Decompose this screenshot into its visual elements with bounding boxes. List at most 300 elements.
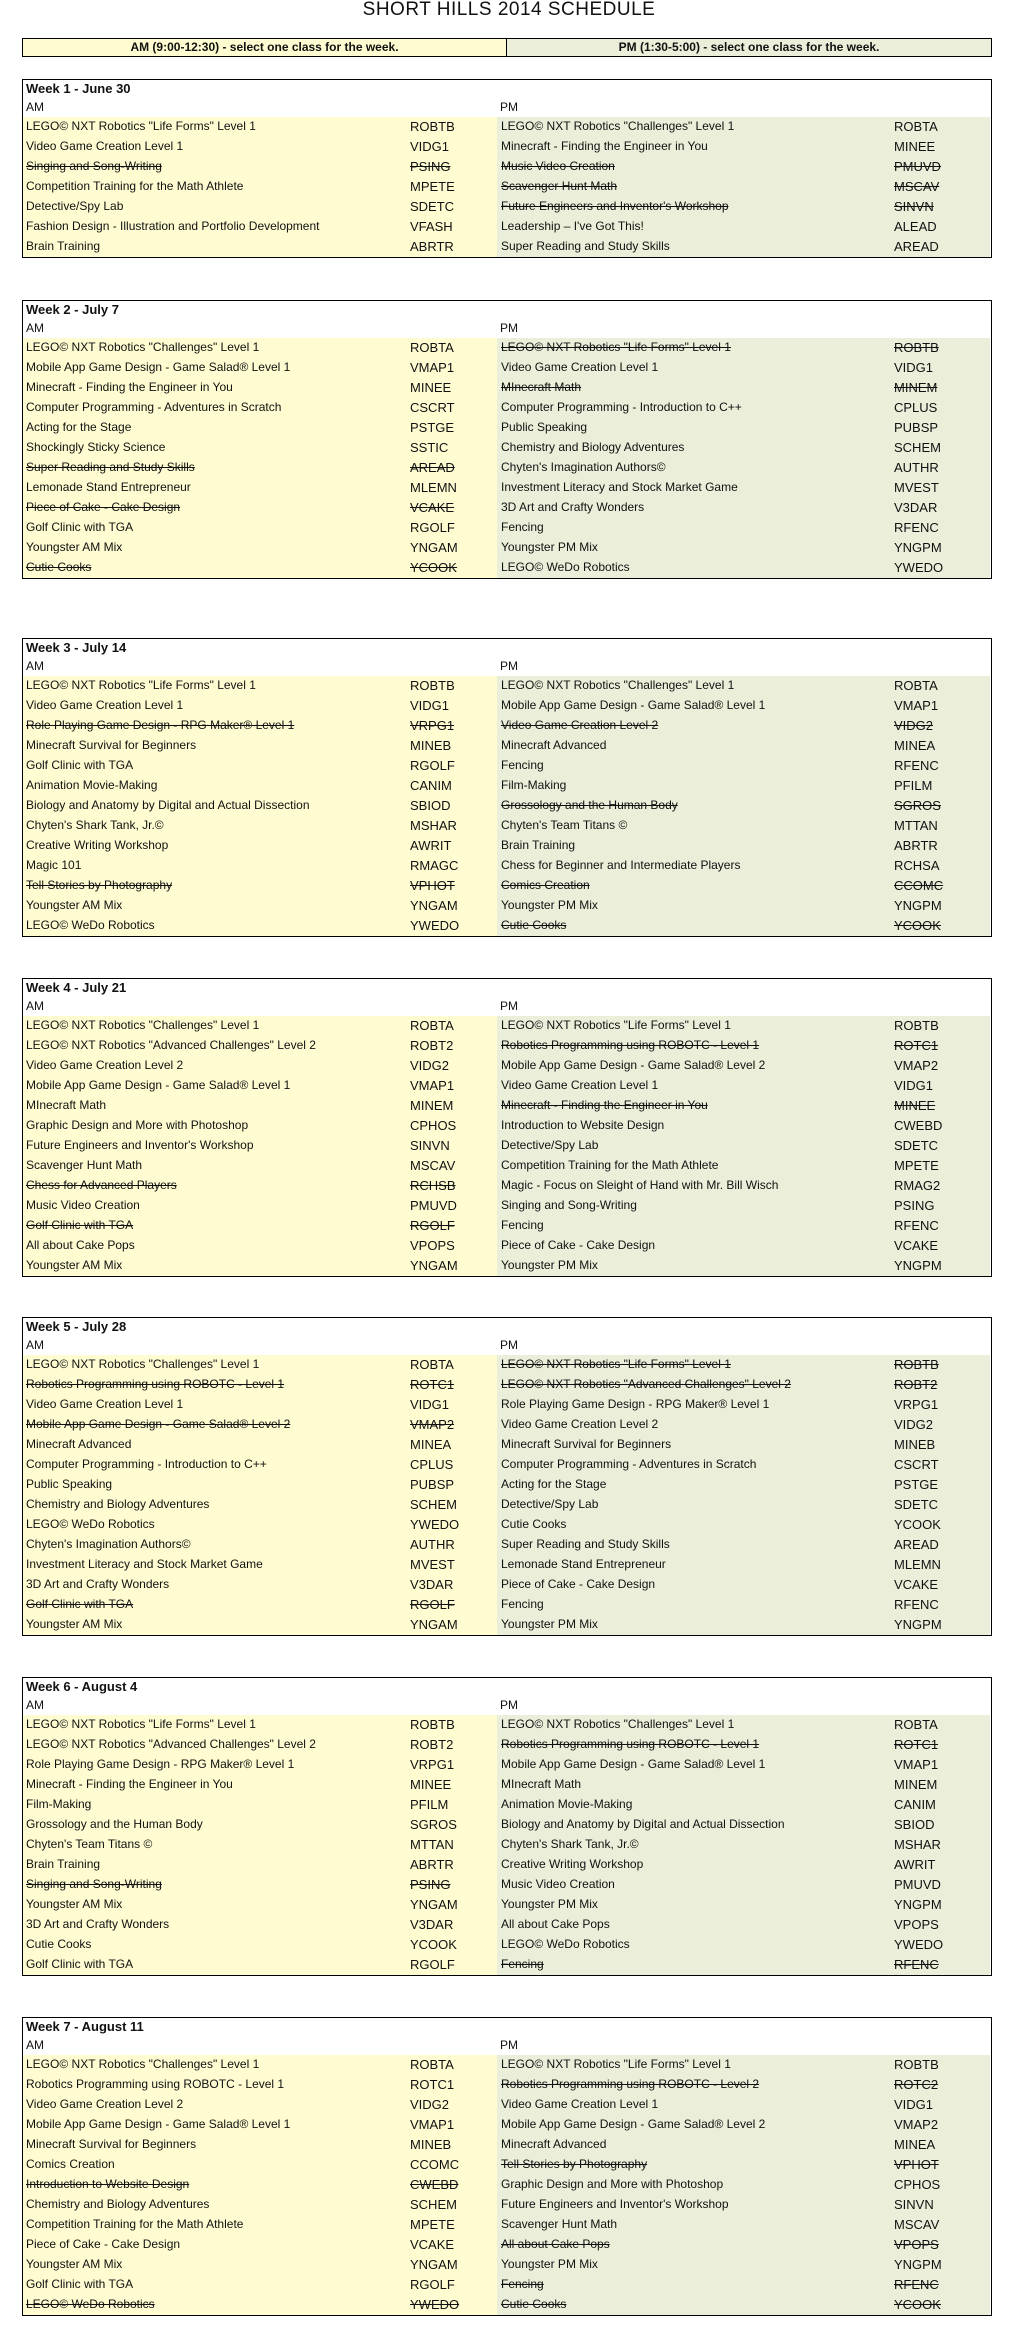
- pm-class-name: Chemistry and Biology Adventures: [497, 438, 882, 458]
- pm-class-code: ROBTB: [882, 338, 990, 358]
- am-class-name: Golf Clinic with TGA: [23, 756, 404, 776]
- week-title: Week 5 - July 28: [26, 1319, 127, 1334]
- class-row: [23, 1835, 991, 1855]
- pm-class-code: ABRTR: [882, 836, 990, 856]
- am-class-code: AUTHR: [404, 1535, 497, 1555]
- class-row: [23, 137, 991, 157]
- pm-class-name: Piece of Cake - Cake Design: [497, 1236, 882, 1256]
- pm-class-code: SDETC: [882, 1495, 990, 1515]
- class-row: [23, 1795, 991, 1815]
- am-class-code: V3DAR: [404, 1915, 497, 1935]
- pm-class-code: SINVN: [882, 2195, 990, 2215]
- class-row: [23, 816, 991, 836]
- am-class-code: VCAKE: [404, 498, 497, 518]
- am-class-code: MINEB: [404, 736, 497, 756]
- am-class-code: VMAP1: [404, 358, 497, 378]
- am-class-code: VMAP1: [404, 1076, 497, 1096]
- pm-class-code: VPOPS: [882, 2235, 990, 2255]
- am-label: AM: [26, 2038, 44, 2052]
- pm-class-code: YNGPM: [882, 896, 990, 916]
- pm-class-code: ROBTB: [882, 1016, 990, 1036]
- pm-class-code: ROTC2: [882, 2075, 990, 2095]
- class-row: [23, 1815, 991, 1835]
- am-class-code: ABRTR: [404, 237, 497, 257]
- am-class-name: Minecraft - Finding the Engineer in You: [23, 1775, 404, 1795]
- pm-class-code: PMUVD: [882, 1875, 990, 1895]
- pm-class-name: Chyten's Imagination Authors©: [497, 458, 882, 478]
- am-class-code: PUBSP: [404, 1475, 497, 1495]
- am-class-code: RCHSB: [404, 1176, 497, 1196]
- am-class-code: YWEDO: [404, 2295, 497, 2315]
- pm-class-name: LEGO© NXT Robotics "Advanced Challenges" Level 2: [497, 1375, 882, 1395]
- pm-label: PM: [500, 1338, 518, 1352]
- pm-class-name: Fencing: [497, 756, 882, 776]
- pm-class-code: ROBTB: [882, 1355, 990, 1375]
- am-class-code: VCAKE: [404, 2235, 497, 2255]
- pm-class-code: YCOOK: [882, 1515, 990, 1535]
- am-class-code: CANIM: [404, 776, 497, 796]
- am-class-code: VIDG1: [404, 696, 497, 716]
- am-class-name: Cutie Cooks: [23, 558, 404, 578]
- pm-class-name: Fencing: [497, 2275, 882, 2295]
- week-block-5: [22, 1317, 992, 1636]
- pm-session-header: PM (1:30-5:00) - select one class for the week.: [507, 39, 991, 56]
- pm-class-code: MINEM: [882, 1775, 990, 1795]
- am-class-code: CSCRT: [404, 398, 497, 418]
- class-row: [23, 1895, 991, 1915]
- pm-class-code: VIDG1: [882, 358, 990, 378]
- pm-class-code: MLEMN: [882, 1555, 990, 1575]
- class-row: [23, 1116, 991, 1136]
- am-class-code: MINEA: [404, 1435, 497, 1455]
- am-class-name: Minecraft Advanced: [23, 1435, 404, 1455]
- am-class-code: MTTAN: [404, 1835, 497, 1855]
- pm-class-code: ROBTA: [882, 676, 990, 696]
- class-row: [23, 676, 991, 696]
- am-class-name: Super Reading and Study Skills: [23, 458, 404, 478]
- am-class-code: YNGAM: [404, 538, 497, 558]
- am-class-name: Grossology and the Human Body: [23, 1815, 404, 1835]
- am-class-code: SCHEM: [404, 1495, 497, 1515]
- am-label: AM: [26, 100, 44, 114]
- pm-class-name: Cutie Cooks: [497, 1515, 882, 1535]
- pm-class-name: Introduction to Website Design: [497, 1116, 882, 1136]
- am-class-code: YNGAM: [404, 1615, 497, 1635]
- am-class-name: Role Playing Game Design - RPG Maker® Level 1: [23, 1755, 404, 1775]
- pm-class-name: Fencing: [497, 518, 882, 538]
- am-class-code: CPHOS: [404, 1116, 497, 1136]
- spacer: [404, 320, 497, 338]
- am-class-code: VMAP2: [404, 1415, 497, 1435]
- am-class-code: YNGAM: [404, 896, 497, 916]
- pm-class-code: MSCAV: [882, 177, 990, 197]
- pm-class-code: CPLUS: [882, 398, 990, 418]
- am-class-code: ABRTR: [404, 1855, 497, 1875]
- am-class-name: Chemistry and Biology Adventures: [23, 2195, 404, 2215]
- week-title: Week 4 - July 21: [26, 980, 127, 995]
- am-class-name: Golf Clinic with TGA: [23, 1216, 404, 1236]
- class-row: [23, 1136, 991, 1156]
- pm-class-code: ROBT2: [882, 1375, 990, 1395]
- pm-class-name: Youngster PM Mix: [497, 538, 882, 558]
- am-class-name: Film-Making: [23, 1795, 404, 1815]
- am-class-code: PMUVD: [404, 1196, 497, 1216]
- am-class-code: VIDG2: [404, 2095, 497, 2115]
- am-class-name: Investment Literacy and Stock Market Game: [23, 1555, 404, 1575]
- am-class-code: YWEDO: [404, 916, 497, 936]
- am-class-code: MINEM: [404, 1096, 497, 1116]
- pm-class-code: ROBTA: [882, 117, 990, 137]
- pm-class-name: 3D Art and Crafty Wonders: [497, 498, 882, 518]
- spacer: [404, 1337, 497, 1355]
- spacer: [404, 1697, 497, 1715]
- pm-class-name: Chyten's Shark Tank, Jr.©: [497, 1835, 882, 1855]
- class-row: [23, 2195, 991, 2215]
- pm-class-name: Future Engineers and Inventor's Workshop: [497, 197, 882, 217]
- pm-class-code: MVEST: [882, 478, 990, 498]
- pm-class-name: Animation Movie-Making: [497, 1795, 882, 1815]
- pm-class-code: PMUVD: [882, 157, 990, 177]
- pm-class-code: ROBTA: [882, 1715, 990, 1735]
- class-row: [23, 478, 991, 498]
- class-row: [23, 1715, 991, 1735]
- class-row: [23, 1375, 991, 1395]
- am-label: AM: [26, 321, 44, 335]
- am-class-code: ROBTA: [404, 2055, 497, 2075]
- am-class-name: 3D Art and Crafty Wonders: [23, 1575, 404, 1595]
- pm-class-name: Mobile App Game Design - Game Salad® Level 1: [497, 696, 882, 716]
- class-row: [23, 1196, 991, 1216]
- am-class-code: ROBT2: [404, 1735, 497, 1755]
- am-class-name: Music Video Creation: [23, 1196, 404, 1216]
- pm-class-name: Youngster PM Mix: [497, 1895, 882, 1915]
- am-class-code: PFILM: [404, 1795, 497, 1815]
- session-labels: [23, 1697, 991, 1715]
- pm-class-code: CSCRT: [882, 1455, 990, 1475]
- class-row: [23, 756, 991, 776]
- am-class-code: MLEMN: [404, 478, 497, 498]
- pm-class-name: Computer Programming - Introduction to C++: [497, 398, 882, 418]
- pm-class-code: PUBSP: [882, 418, 990, 438]
- pm-class-code: MINEE: [882, 1096, 990, 1116]
- pm-class-name: Mobile App Game Design - Game Salad® Level 1: [497, 1755, 882, 1775]
- am-class-code: SCHEM: [404, 2195, 497, 2215]
- class-row: [23, 1036, 991, 1056]
- am-class-name: Youngster AM Mix: [23, 896, 404, 916]
- am-class-code: MSHAR: [404, 816, 497, 836]
- week-block-1: [22, 79, 992, 258]
- class-row: [23, 1076, 991, 1096]
- am-class-name: Minecraft Survival for Beginners: [23, 736, 404, 756]
- am-class-code: RGOLF: [404, 1595, 497, 1615]
- pm-class-code: VPHOT: [882, 2155, 990, 2175]
- pm-class-name: Investment Literacy and Stock Market Game: [497, 478, 882, 498]
- pm-class-name: Robotics Programming using ROBOTC - Level 1: [497, 1735, 882, 1755]
- week-title: Week 1 - June 30: [26, 81, 131, 96]
- pm-class-name: LEGO© NXT Robotics "Life Forms" Level 1: [497, 338, 882, 358]
- pm-class-name: Scavenger Hunt Math: [497, 177, 882, 197]
- am-class-name: Mobile App Game Design - Game Salad® Level 1: [23, 2115, 404, 2135]
- pm-class-code: YCOOK: [882, 916, 990, 936]
- class-row: [23, 2175, 991, 2195]
- pm-class-name: Film-Making: [497, 776, 882, 796]
- am-class-name: Shockingly Sticky Science: [23, 438, 404, 458]
- am-class-code: SDETC: [404, 197, 497, 217]
- pm-label: PM: [500, 321, 518, 335]
- class-row: [23, 1575, 991, 1595]
- am-class-code: MVEST: [404, 1555, 497, 1575]
- class-row: [23, 1016, 991, 1036]
- pm-class-code: PSTGE: [882, 1475, 990, 1495]
- week-block-6: [22, 1677, 992, 1976]
- pm-class-code: VCAKE: [882, 1236, 990, 1256]
- pm-class-name: LEGO© NXT Robotics "Challenges" Level 1: [497, 676, 882, 696]
- am-class-code: ROBTB: [404, 676, 497, 696]
- am-class-code: ROBTB: [404, 117, 497, 137]
- pm-class-code: YNGPM: [882, 2255, 990, 2275]
- am-class-name: Minecraft Survival for Beginners: [23, 2135, 404, 2155]
- pm-class-code: RFENC: [882, 2275, 990, 2295]
- pm-class-name: Lemonade Stand Entrepreneur: [497, 1555, 882, 1575]
- pm-class-name: MInecraft Math: [497, 1775, 882, 1795]
- session-labels: [23, 658, 991, 676]
- am-class-code: YCOOK: [404, 558, 497, 578]
- pm-class-code: RFENC: [882, 1955, 990, 1975]
- week-title: Week 3 - July 14: [26, 640, 127, 655]
- pm-class-code: VIDG2: [882, 716, 990, 736]
- class-row: [23, 237, 991, 257]
- class-row: [23, 896, 991, 916]
- class-row: [23, 358, 991, 378]
- am-class-code: ROBTA: [404, 338, 497, 358]
- pm-class-code: MSCAV: [882, 2215, 990, 2235]
- am-class-name: LEGO© NXT Robotics "Life Forms" Level 1: [23, 676, 404, 696]
- pm-class-name: Minecraft - Finding the Engineer in You: [497, 1096, 882, 1116]
- am-class-code: VRPG1: [404, 1755, 497, 1775]
- class-row: [23, 696, 991, 716]
- class-row: [23, 398, 991, 418]
- am-class-name: Computer Programming - Introduction to C++: [23, 1455, 404, 1475]
- class-row: [23, 378, 991, 398]
- pm-class-code: YNGPM: [882, 1615, 990, 1635]
- pm-class-code: VIDG1: [882, 2095, 990, 2115]
- pm-class-name: Cutie Cooks: [497, 916, 882, 936]
- class-row: [23, 117, 991, 137]
- pm-class-code: CWEBD: [882, 1116, 990, 1136]
- am-class-code: VPOPS: [404, 1236, 497, 1256]
- class-row: [23, 1755, 991, 1775]
- pm-class-code: SINVN: [882, 197, 990, 217]
- am-class-code: MPETE: [404, 177, 497, 197]
- pm-class-code: AREAD: [882, 237, 990, 257]
- class-row: [23, 2055, 991, 2075]
- pm-class-code: SCHEM: [882, 438, 990, 458]
- am-class-name: Graphic Design and More with Photoshop: [23, 1116, 404, 1136]
- pm-class-code: CPHOS: [882, 2175, 990, 2195]
- session-labels: [23, 320, 991, 338]
- pm-class-name: Super Reading and Study Skills: [497, 1535, 882, 1555]
- pm-class-code: MINEE: [882, 137, 990, 157]
- session-labels: [23, 998, 991, 1016]
- class-row: [23, 2115, 991, 2135]
- am-class-code: SGROS: [404, 1815, 497, 1835]
- class-row: [23, 1236, 991, 1256]
- session-header: [22, 38, 992, 57]
- pm-class-code: RMAG2: [882, 1176, 990, 1196]
- pm-class-code: ROTC1: [882, 1036, 990, 1056]
- pm-class-name: Detective/Spy Lab: [497, 1136, 882, 1156]
- pm-class-code: MINEA: [882, 736, 990, 756]
- am-class-name: Robotics Programming using ROBOTC - Level 1: [23, 2075, 404, 2095]
- am-class-name: Competition Training for the Math Athlete: [23, 2215, 404, 2235]
- class-row: [23, 1515, 991, 1535]
- pm-class-name: Minecraft Survival for Beginners: [497, 1435, 882, 1455]
- pm-class-name: Comics Creation: [497, 876, 882, 896]
- pm-class-code: RFENC: [882, 1216, 990, 1236]
- pm-class-code: PFILM: [882, 776, 990, 796]
- am-class-name: Computer Programming - Adventures in Scratch: [23, 398, 404, 418]
- pm-class-code: RFENC: [882, 756, 990, 776]
- pm-class-code: YNGPM: [882, 538, 990, 558]
- pm-class-name: Robotics Programming using ROBOTC - Level 1: [497, 1036, 882, 1056]
- class-row: [23, 2255, 991, 2275]
- am-class-code: ROBTA: [404, 1355, 497, 1375]
- class-row: [23, 2295, 991, 2315]
- pm-class-name: LEGO© NXT Robotics "Challenges" Level 1: [497, 1715, 882, 1735]
- class-row: [23, 1535, 991, 1555]
- week-title: Week 6 - August 4: [26, 1679, 138, 1694]
- am-class-code: RGOLF: [404, 2275, 497, 2295]
- am-class-code: RGOLF: [404, 1216, 497, 1236]
- pm-class-name: Public Speaking: [497, 418, 882, 438]
- week-title: Week 2 - July 7: [26, 302, 119, 317]
- class-row: [23, 2215, 991, 2235]
- pm-class-code: ROBTB: [882, 2055, 990, 2075]
- week-block-7: [22, 2017, 992, 2316]
- week-title: Week 7 - August 11: [26, 2019, 144, 2034]
- am-class-code: ROTC1: [404, 1375, 497, 1395]
- class-row: [23, 716, 991, 736]
- am-class-name: Video Game Creation Level 1: [23, 137, 404, 157]
- am-class-name: LEGO© WeDo Robotics: [23, 2295, 404, 2315]
- pm-class-name: Competition Training for the Math Athlete: [497, 1156, 882, 1176]
- class-row: [23, 2275, 991, 2295]
- class-row: [23, 836, 991, 856]
- am-class-name: Public Speaking: [23, 1475, 404, 1495]
- pm-class-code: VMAP1: [882, 696, 990, 716]
- pm-class-code: VIDG2: [882, 1415, 990, 1435]
- pm-class-code: MPETE: [882, 1156, 990, 1176]
- class-row: [23, 1955, 991, 1975]
- pm-class-code: VMAP2: [882, 2115, 990, 2135]
- am-class-code: CPLUS: [404, 1455, 497, 1475]
- am-label: AM: [26, 999, 44, 1013]
- am-class-name: Scavenger Hunt Math: [23, 1156, 404, 1176]
- pm-class-code: VPOPS: [882, 1915, 990, 1935]
- pm-class-name: LEGO© NXT Robotics "Life Forms" Level 1: [497, 1355, 882, 1375]
- am-class-name: MInecraft Math: [23, 1096, 404, 1116]
- class-row: [23, 1555, 991, 1575]
- session-labels: [23, 1337, 991, 1355]
- class-row: [23, 1156, 991, 1176]
- spacer: [404, 2037, 497, 2055]
- pm-class-name: Tell Stories by Photography: [497, 2155, 882, 2175]
- pm-class-name: Fencing: [497, 1595, 882, 1615]
- class-row: [23, 736, 991, 756]
- am-class-name: Video Game Creation Level 1: [23, 1395, 404, 1415]
- pm-class-name: Magic - Focus on Sleight of Hand with Mr. Bill Wisch: [497, 1176, 882, 1196]
- am-class-name: Singing and Song-Writing: [23, 1875, 404, 1895]
- pm-class-name: Fencing: [497, 1955, 882, 1975]
- pm-class-code: MINEB: [882, 1435, 990, 1455]
- pm-class-name: Graphic Design and More with Photoshop: [497, 2175, 882, 2195]
- pm-class-name: Video Game Creation Level 1: [497, 358, 882, 378]
- spacer: [404, 99, 497, 117]
- pm-class-name: Acting for the Stage: [497, 1475, 882, 1495]
- class-row: [23, 498, 991, 518]
- am-class-name: Piece of Cake - Cake Design: [23, 2235, 404, 2255]
- pm-label: PM: [500, 999, 518, 1013]
- am-class-code: ROTC1: [404, 2075, 497, 2095]
- class-row: [23, 1875, 991, 1895]
- am-class-name: Future Engineers and Inventor's Workshop: [23, 1136, 404, 1156]
- pm-class-code: VMAP2: [882, 1056, 990, 1076]
- class-row: [23, 1915, 991, 1935]
- pm-class-code: V3DAR: [882, 498, 990, 518]
- pm-class-code: YNGPM: [882, 1256, 990, 1276]
- pm-class-name: Computer Programming - Adventures in Scratch: [497, 1455, 882, 1475]
- pm-class-code: MINEA: [882, 2135, 990, 2155]
- am-class-name: Tell Stories by Photography: [23, 876, 404, 896]
- pm-class-name: Youngster PM Mix: [497, 896, 882, 916]
- pm-class-code: ALEAD: [882, 217, 990, 237]
- class-row: [23, 1216, 991, 1236]
- am-class-code: MINEE: [404, 378, 497, 398]
- pm-label: PM: [500, 659, 518, 673]
- class-row: [23, 418, 991, 438]
- pm-class-name: Future Engineers and Inventor's Workshop: [497, 2195, 882, 2215]
- pm-class-name: Chyten's Team Titans ©: [497, 816, 882, 836]
- am-class-code: VIDG1: [404, 137, 497, 157]
- am-class-code: MINEB: [404, 2135, 497, 2155]
- class-row: [23, 1615, 991, 1635]
- am-class-name: Fashion Design - Illustration and Portfolio Development: [23, 217, 404, 237]
- am-class-name: Video Game Creation Level 2: [23, 1056, 404, 1076]
- pm-class-name: Cutie Cooks: [497, 2295, 882, 2315]
- pm-class-name: Video Game Creation Level 2: [497, 716, 882, 736]
- week-block-2: [22, 300, 992, 579]
- am-label: AM: [26, 1698, 44, 1712]
- am-class-name: Detective/Spy Lab: [23, 197, 404, 217]
- class-row: [23, 177, 991, 197]
- am-class-code: YNGAM: [404, 1895, 497, 1915]
- am-class-code: MINEE: [404, 1775, 497, 1795]
- class-row: [23, 2095, 991, 2115]
- pm-class-code: RCHSA: [882, 856, 990, 876]
- class-row: [23, 796, 991, 816]
- am-class-name: Singing and Song-Writing: [23, 157, 404, 177]
- am-class-name: Chyten's Imagination Authors©: [23, 1535, 404, 1555]
- am-class-name: Creative Writing Workshop: [23, 836, 404, 856]
- pm-class-code: PSING: [882, 1196, 990, 1216]
- am-class-name: Video Game Creation Level 1: [23, 696, 404, 716]
- class-row: [23, 2075, 991, 2095]
- pm-class-code: YNGPM: [882, 1895, 990, 1915]
- pm-class-name: Robotics Programming using ROBOTC - Level 2: [497, 2075, 882, 2095]
- pm-class-name: LEGO© WeDo Robotics: [497, 1935, 882, 1955]
- am-class-code: YNGAM: [404, 2255, 497, 2275]
- am-label: AM: [26, 659, 44, 673]
